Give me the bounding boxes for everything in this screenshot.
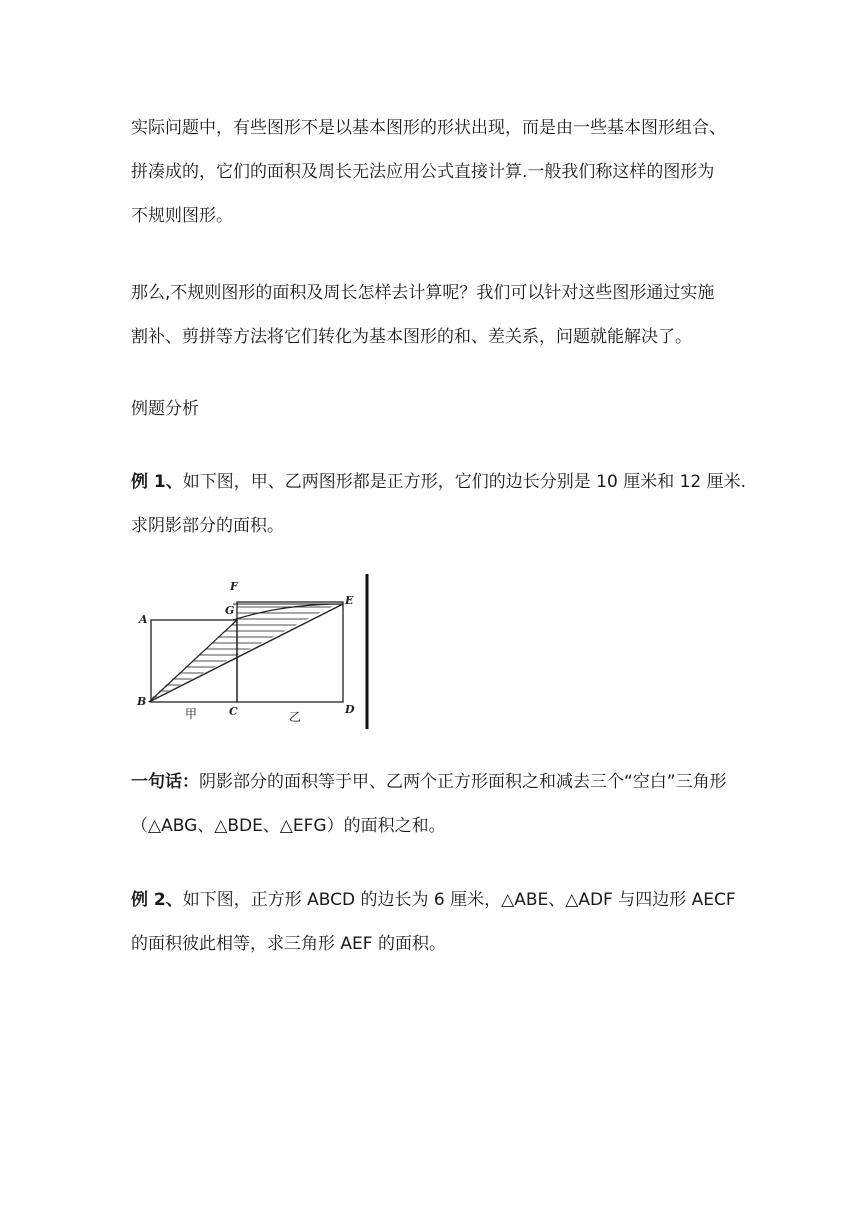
summary-label: 一句话： — [131, 772, 199, 792]
summary-text: 阴影部分的面积等于甲、乙两个正方形面积之和减去三个“空白”三角形 — [199, 772, 727, 792]
intro-paragraph-line-1: 实际问题中，有些图形不是以基本图形的形状出现，而是由一些基本图形组合、 — [131, 118, 726, 138]
label-g: G — [225, 604, 235, 617]
intro-paragraph-line-3: 不规则图形。 — [131, 206, 233, 226]
intro-paragraph-line-2: 拼凑成的，它们的面积及周长无法应用公式直接计算.一般我们称这样的图形为 — [131, 162, 715, 182]
example-2-text: 如下图，正方形 ABCD 的边长为 6 厘米，△ABE、△ADF 与四边形 AECF — [182, 890, 736, 910]
label-a: A — [139, 613, 148, 626]
method-paragraph-line-1: 那么,不规则图形的面积及周长怎样去计算呢？我们可以针对这些图形通过实施 — [131, 283, 715, 303]
method-paragraph-line-2: 割补、剪拼等方法将它们转化为基本图形的和、差关系，问题就能解决了。 — [131, 327, 692, 347]
label-jia: 甲 — [185, 707, 198, 721]
example-2-label: 例 2、 — [131, 890, 183, 910]
label-c: C — [229, 705, 238, 718]
example-1-figure — [133, 574, 383, 734]
example-1-line-2: 求阴影部分的面积。 — [131, 516, 284, 536]
example-2-line-2: 的面积彼此相等，求三角形 AEF 的面积。 — [131, 934, 446, 954]
summary-line-1 — [131, 770, 741, 794]
label-e: E — [345, 594, 354, 607]
example-1-label: 例 1、 — [131, 472, 183, 492]
label-b: B — [137, 695, 147, 708]
example-1-line-1 — [131, 470, 747, 494]
geometry-diagram — [133, 574, 383, 734]
summary-line-2: （△ABG、△BDE、△EFG）的面积之和。 — [131, 816, 446, 836]
example-2-line-1 — [131, 888, 741, 912]
label-d: D — [345, 703, 355, 716]
label-yi: 乙 — [289, 710, 302, 724]
section-title: 例题分析 — [131, 399, 199, 419]
label-f: F — [230, 580, 238, 593]
example-1-text: 如下图，甲、乙两图形都是正方形，它们的边长分别是 10 厘米和 12 厘米. — [182, 472, 747, 492]
